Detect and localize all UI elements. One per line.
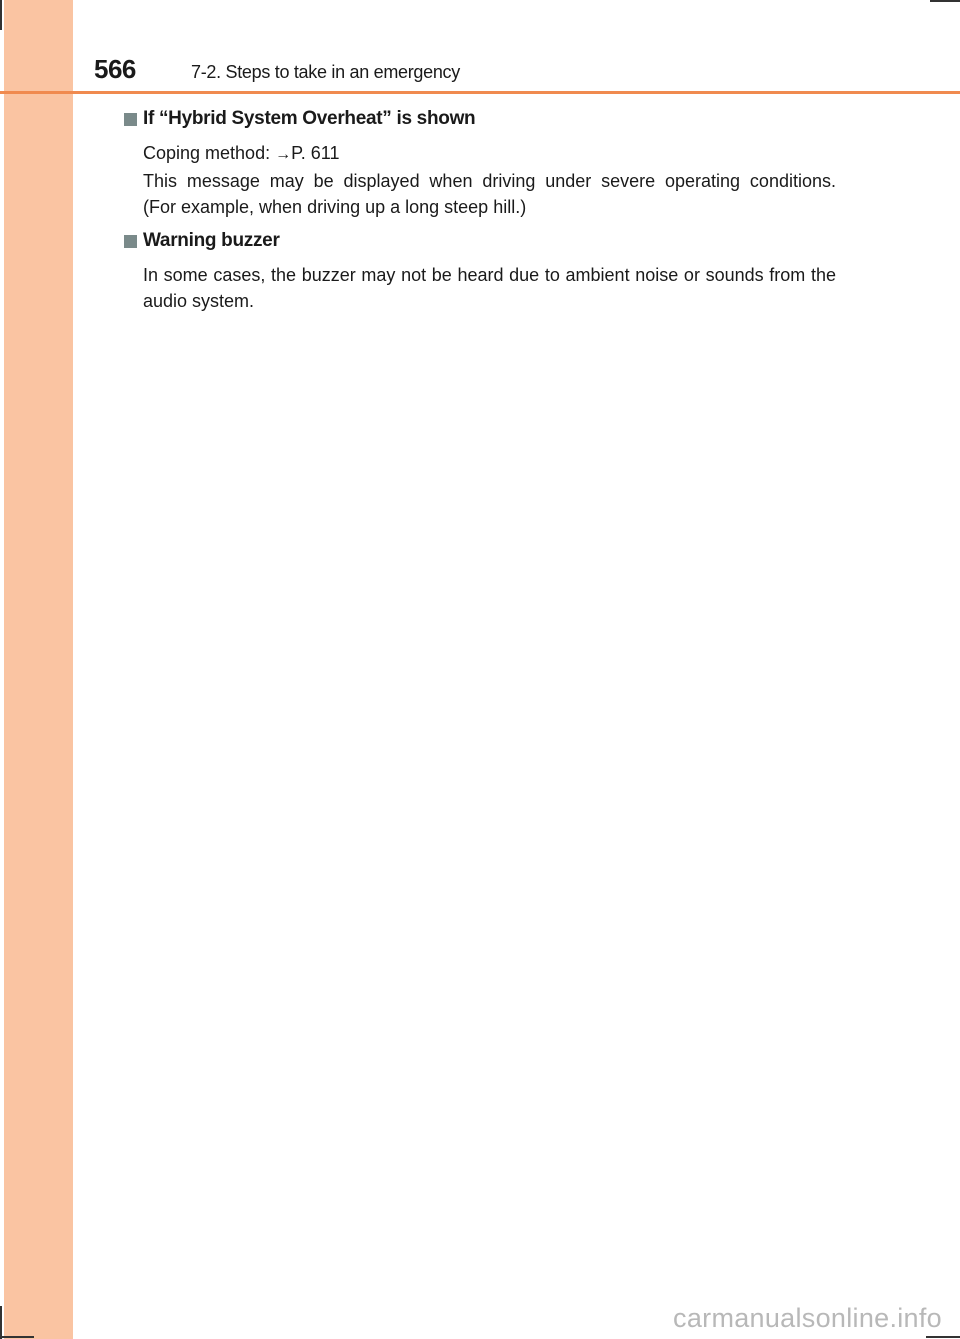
section-heading	[124, 228, 836, 254]
page-reference-link[interactable]: P. 611	[291, 143, 340, 163]
square-bullet-icon	[124, 113, 137, 126]
square-bullet-icon	[124, 235, 137, 248]
section-heading-text: If “Hybrid System Overheat” is shown	[143, 108, 476, 129]
body-paragraph-line: (For example, when driving up a long steep hill.)	[143, 197, 527, 217]
section-heading-text: Warning buzzer	[143, 230, 280, 251]
section-hybrid-overheat	[124, 106, 836, 220]
page-header	[0, 0, 960, 95]
crop-mark-bottom-left-vertical	[0, 1306, 2, 1339]
section-warning-buzzer	[124, 228, 836, 314]
section-title: 7-2. Steps to take in an emergency	[191, 62, 460, 82]
arrow-right-icon: →	[275, 146, 292, 163]
header-divider	[0, 91, 960, 94]
coping-method-line	[143, 140, 836, 168]
section-heading	[124, 106, 836, 132]
body-paragraph-line: In some cases, the buzzer may not be heard due to ambient noise or sounds from the	[143, 265, 836, 285]
section-body	[143, 262, 836, 314]
section-body	[143, 140, 836, 220]
coping-method-label: Coping method:	[143, 143, 276, 163]
watermark-text: carmanualsonline.info	[673, 1303, 942, 1333]
crop-mark-bottom-left-horizontal	[0, 1336, 34, 1338]
body-paragraph-line: audio system.	[143, 291, 255, 311]
page-content	[124, 106, 836, 314]
body-paragraph-line: This message may be displayed when driving under severe operating conditions.	[143, 171, 836, 191]
page-number: 566	[94, 54, 136, 84]
crop-mark-bottom-right-horizontal	[926, 1336, 960, 1338]
side-tab-band	[4, 0, 73, 1339]
